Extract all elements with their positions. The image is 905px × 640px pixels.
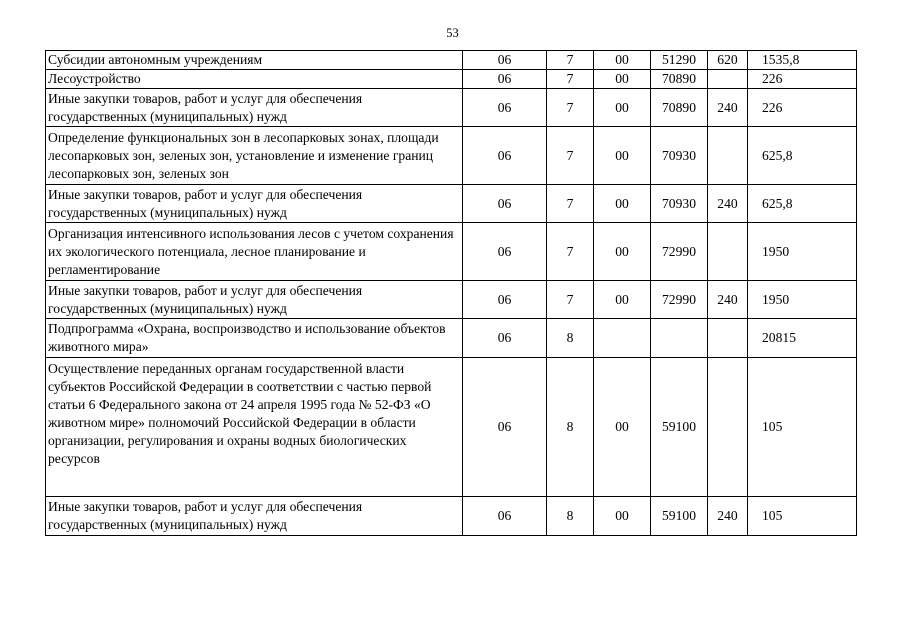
row-amount: 105: [748, 497, 857, 536]
table-row: [46, 497, 857, 536]
table-row: [46, 223, 857, 281]
row-vr: [708, 223, 748, 281]
row-section: 06: [463, 127, 547, 185]
row-code: 00: [594, 281, 651, 319]
table-row: [46, 185, 857, 223]
row-amount: 226: [748, 70, 857, 89]
row-amount: 20815: [748, 319, 857, 358]
row-vr: [708, 127, 748, 185]
row-name: Организация интенсивного использования лесов с учетом сохранения их экологического потенциала, лесное планирование и регламентирование: [46, 223, 463, 281]
row-code: 00: [594, 70, 651, 89]
row-code: 00: [594, 51, 651, 70]
row-code: 00: [594, 89, 651, 127]
row-amount: 226: [748, 89, 857, 127]
row-name: Иные закупки товаров, работ и услуг для обеспечения государственных (муниципальных) нужд: [46, 185, 463, 223]
row-code: 00: [594, 223, 651, 281]
row-item: 51290: [651, 51, 708, 70]
row-vr: [708, 319, 748, 358]
table-row: [46, 127, 857, 185]
row-subprogram: 7: [547, 185, 594, 223]
row-section: 06: [463, 70, 547, 89]
row-amount: 625,8: [748, 127, 857, 185]
row-item: 70890: [651, 89, 708, 127]
row-code: 00: [594, 185, 651, 223]
row-vr: [708, 358, 748, 497]
row-item: 59100: [651, 358, 708, 497]
table-row: [46, 70, 857, 89]
row-subprogram: 7: [547, 223, 594, 281]
row-amount: 1950: [748, 281, 857, 319]
row-section: 06: [463, 358, 547, 497]
row-section: 06: [463, 185, 547, 223]
row-section: 06: [463, 51, 547, 70]
row-vr: 240: [708, 89, 748, 127]
row-subprogram: 7: [547, 51, 594, 70]
row-item: 70930: [651, 127, 708, 185]
budget-table: [45, 50, 857, 536]
table-row: [46, 51, 857, 70]
row-section: 06: [463, 319, 547, 358]
row-amount: 625,8: [748, 185, 857, 223]
row-subprogram: 7: [547, 70, 594, 89]
row-section: 06: [463, 223, 547, 281]
row-item: 59100: [651, 497, 708, 536]
row-section: 06: [463, 281, 547, 319]
row-item: 70890: [651, 70, 708, 89]
page-number: 53: [446, 26, 459, 40]
table-row: [46, 89, 857, 127]
row-subprogram: 7: [547, 89, 594, 127]
row-item: 72990: [651, 281, 708, 319]
row-name: Иные закупки товаров, работ и услуг для обеспечения государственных (муниципальных) нужд: [46, 89, 463, 127]
row-item: 72990: [651, 223, 708, 281]
row-subprogram: 8: [547, 319, 594, 358]
row-code: 00: [594, 358, 651, 497]
row-amount: 1950: [748, 223, 857, 281]
row-subprogram: 7: [547, 281, 594, 319]
row-subprogram: 8: [547, 358, 594, 497]
row-name: Субсидии автономным учреждениям: [46, 51, 463, 70]
row-amount: 1535,8: [748, 51, 857, 70]
row-name: Иные закупки товаров, работ и услуг для обеспечения государственных (муниципальных) нужд: [46, 497, 463, 536]
row-vr: [708, 70, 748, 89]
row-name: Лесоустройство: [46, 70, 463, 89]
table-row: [46, 281, 857, 319]
row-vr: 620: [708, 51, 748, 70]
row-item: 70930: [651, 185, 708, 223]
row-code: 00: [594, 497, 651, 536]
row-subprogram: 8: [547, 497, 594, 536]
row-vr: 240: [708, 497, 748, 536]
row-section: 06: [463, 497, 547, 536]
row-vr: 240: [708, 281, 748, 319]
row-code: [594, 319, 651, 358]
row-amount: 105: [748, 358, 857, 497]
row-item: [651, 319, 708, 358]
table-row: [46, 319, 857, 358]
row-name: Иные закупки товаров, работ и услуг для обеспечения государственных (муниципальных) нужд: [46, 281, 463, 319]
row-name: Определение функциональных зон в лесопарковых зонах, площади лесопарковых зон, зеленых зон, установление и изменение границ лесопарковых зон, зеленых зон: [46, 127, 463, 185]
table-row: [46, 358, 857, 497]
row-code: 00: [594, 127, 651, 185]
row-vr: 240: [708, 185, 748, 223]
row-subprogram: 7: [547, 127, 594, 185]
row-name: Осуществление переданных органам государственной власти субъектов Российской Федерации в соответствии с частью первой статьи 6 Федерального закона от 24 апреля 1995 года № 52-ФЗ «О животном мире» полномочий Российской Федерации в области организации, регулирования и охраны водных биологических ресурсов: [46, 358, 463, 497]
row-name: Подпрограмма «Охрана, воспроизводство и использование объектов животного мира»: [46, 319, 463, 358]
row-section: 06: [463, 89, 547, 127]
